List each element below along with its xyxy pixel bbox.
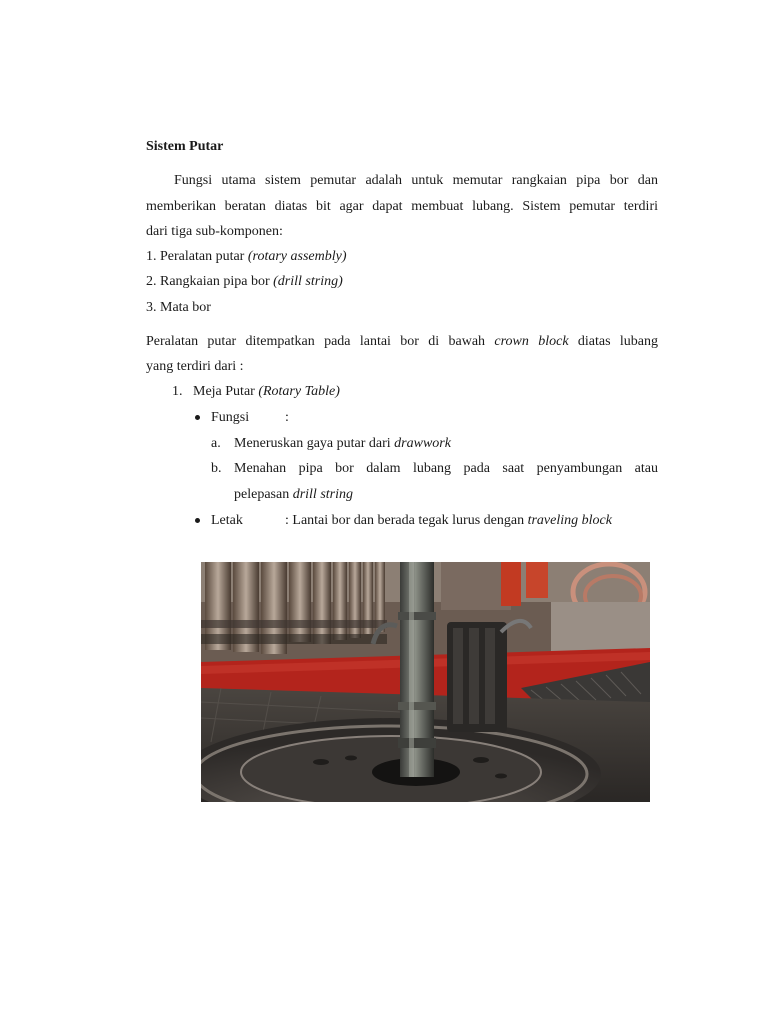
fungsi-b-marker: b. — [211, 461, 222, 476]
fungsi-label: Fungsi — [211, 410, 250, 425]
section-heading: Sistem Putar — [146, 139, 224, 154]
rotary-table-photo — [201, 562, 650, 802]
letak-text: : Lantai bor dan berada tegak lurus dengan traveling block — [285, 513, 612, 528]
paragraph1-line1: Fungsi utama sistem pemutar adalah untuk memutar rangkaian pipa bor dan — [174, 173, 658, 188]
item1-number: 1. — [172, 384, 183, 399]
letak-label: Letak — [211, 513, 243, 528]
paragraph2-line1: Peralatan putar ditempatkan pada lantai bor di bawah crown block diatas lubang — [146, 334, 658, 349]
component-item-3: 3. Mata bor — [146, 300, 211, 315]
fungsi-a-text: Meneruskan gaya putar dari drawwork — [234, 436, 451, 451]
fungsi-b-line1: Menahan pipa bor dalam lubang pada saat penyambungan atau — [234, 461, 658, 476]
component-item-1: 1. Peralatan putar (rotary assembly) — [146, 249, 347, 264]
fungsi-a-marker: a. — [211, 436, 221, 451]
paragraph1-line2: memberikan beratan diatas bit agar dapat membuat lubang. Sistem pemutar terdiri — [146, 199, 658, 214]
paragraph2-line2: yang terdiri dari : — [146, 359, 244, 374]
fungsi-colon: : — [285, 410, 289, 425]
bullet-letak — [195, 518, 200, 523]
component-item-2: 2. Rangkaian pipa bor (drill string) — [146, 274, 343, 289]
bullet-fungsi — [195, 415, 200, 420]
paragraph1-line3: dari tiga sub-komponen: — [146, 224, 283, 239]
item1-title: Meja Putar (Rotary Table) — [193, 384, 340, 399]
fungsi-b-line2: pelepasan drill string — [234, 487, 353, 502]
